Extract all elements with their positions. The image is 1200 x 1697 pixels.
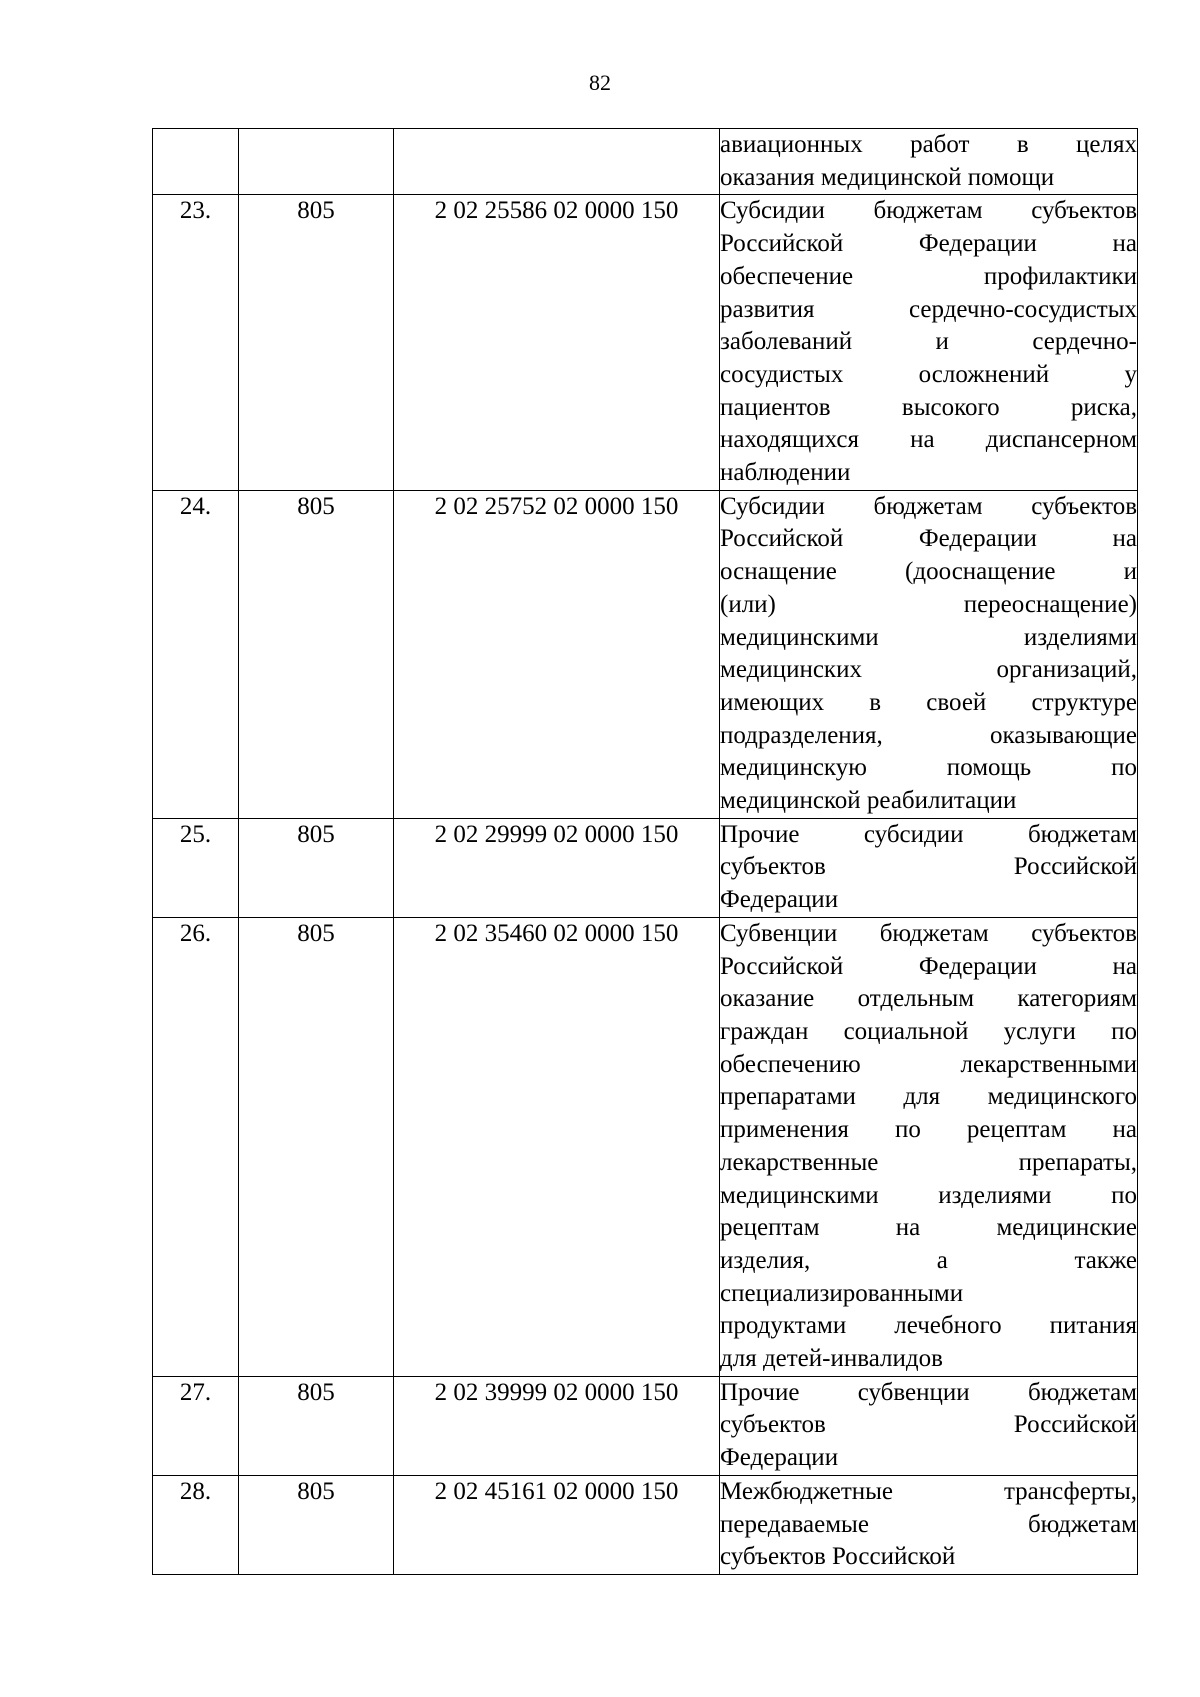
description-line: применения по рецептам на [720, 1116, 1137, 1144]
description-line: медицинскими изделиями [720, 623, 1137, 651]
page-number: 82 [589, 70, 611, 95]
row-number-cell: 24. [153, 490, 239, 818]
table-body [153, 129, 1138, 1575]
description-line: Федерации [720, 886, 839, 914]
admin-code-cell: 805 [239, 195, 394, 490]
description-line: оказания медицинской помощи [720, 163, 1055, 191]
budget-code-cell [394, 129, 720, 195]
description-line: Федерации [720, 1444, 839, 1472]
admin-code-cell [239, 129, 394, 195]
description-line: заболеваний и сердечно- [720, 328, 1137, 356]
description-line: изделия, а также [720, 1246, 1137, 1274]
row-number-cell: 23. [153, 195, 239, 490]
description-line: Российской Федерации на [720, 952, 1137, 980]
admin-code-cell: 805 [239, 1475, 394, 1574]
description-line: пациентов высокого риска, [720, 393, 1137, 421]
description-line: авиационных работ в целях [720, 131, 1137, 158]
description-line: обеспечение профилактики [720, 262, 1137, 290]
description-cell [720, 1376, 1138, 1475]
description-line: субъектов Российской [720, 1543, 956, 1571]
description-line: граждан социальной услуги по [720, 1017, 1137, 1045]
table-row [153, 917, 1138, 1376]
description-line: оснащение (дооснащение и [720, 558, 1137, 586]
description-line: медицинскую помощь по [720, 754, 1137, 782]
description-line: медицинскими изделиями по [720, 1181, 1137, 1209]
row-number-cell [153, 129, 239, 195]
budget-code-cell: 2 02 25586 02 0000 150 [394, 195, 720, 490]
description-line: находящихся на диспансерном [720, 426, 1137, 454]
description-line: Межбюджетные трансферты, [720, 1477, 1137, 1505]
row-number-cell: 25. [153, 818, 239, 917]
budget-code-cell: 2 02 39999 02 0000 150 [394, 1376, 720, 1475]
description-line: (или) переоснащение) [720, 590, 1137, 618]
description-cell [720, 490, 1138, 818]
description-cell [720, 917, 1138, 1376]
description-line: лекарственные препараты, [720, 1148, 1137, 1176]
description-line: Прочие субвенции бюджетам [720, 1378, 1137, 1406]
description-cell [720, 129, 1138, 195]
budget-code-cell: 2 02 29999 02 0000 150 [394, 818, 720, 917]
admin-code-cell: 805 [239, 1376, 394, 1475]
description-line: Субвенции бюджетам субъектов [720, 919, 1137, 947]
description-line: для детей-инвалидов [720, 1345, 943, 1373]
budget-code-cell: 2 02 35460 02 0000 150 [394, 917, 720, 1376]
description-line: препаратами для медицинского [720, 1083, 1137, 1111]
description-line: развития сердечно-сосудистых [720, 295, 1137, 323]
table-row [153, 195, 1138, 490]
table-row [153, 1475, 1138, 1574]
admin-code-cell: 805 [239, 818, 394, 917]
description-line: медицинской реабилитации [720, 787, 1017, 815]
description-line: имеющих в своей структуре [720, 688, 1137, 716]
description-line: Российской Федерации на [720, 230, 1137, 258]
table-row [153, 129, 1138, 195]
description-line: оказание отдельным категориям [720, 985, 1137, 1013]
description-line: субъектов Российской [720, 1411, 1137, 1439]
row-number-cell: 28. [153, 1475, 239, 1574]
table-row [153, 490, 1138, 818]
description-line: обеспечению лекарственными [720, 1050, 1137, 1078]
description-line: наблюдении [720, 459, 851, 487]
description-cell [720, 195, 1138, 490]
budget-code-cell: 2 02 25752 02 0000 150 [394, 490, 720, 818]
row-number-cell: 27. [153, 1376, 239, 1475]
description-line: Российской Федерации на [720, 525, 1137, 553]
description-line: продуктами лечебного питания [720, 1312, 1137, 1340]
description-line: субъектов Российской [720, 853, 1137, 881]
description-line: медицинских организаций, [720, 656, 1137, 684]
description-cell [720, 818, 1138, 917]
budget-revenue-table [152, 128, 1138, 1575]
description-line: сосудистых осложнений у [720, 360, 1137, 388]
admin-code-cell: 805 [239, 917, 394, 1376]
description-line: Субсидии бюджетам субъектов [720, 197, 1137, 225]
description-line: Прочие субсидии бюджетам [720, 820, 1137, 848]
admin-code-cell: 805 [239, 490, 394, 818]
budget-code-cell: 2 02 45161 02 0000 150 [394, 1475, 720, 1574]
table-row [153, 1376, 1138, 1475]
description-line: передаваемые бюджетам [720, 1510, 1137, 1538]
table-row [153, 818, 1138, 917]
description-line: рецептам на медицинские [720, 1214, 1137, 1242]
row-number-cell: 26. [153, 917, 239, 1376]
description-line: Субсидии бюджетам субъектов [720, 492, 1137, 520]
description-line: подразделения, оказывающие [720, 721, 1137, 749]
description-cell [720, 1475, 1138, 1574]
description-line: специализированными [720, 1279, 964, 1307]
